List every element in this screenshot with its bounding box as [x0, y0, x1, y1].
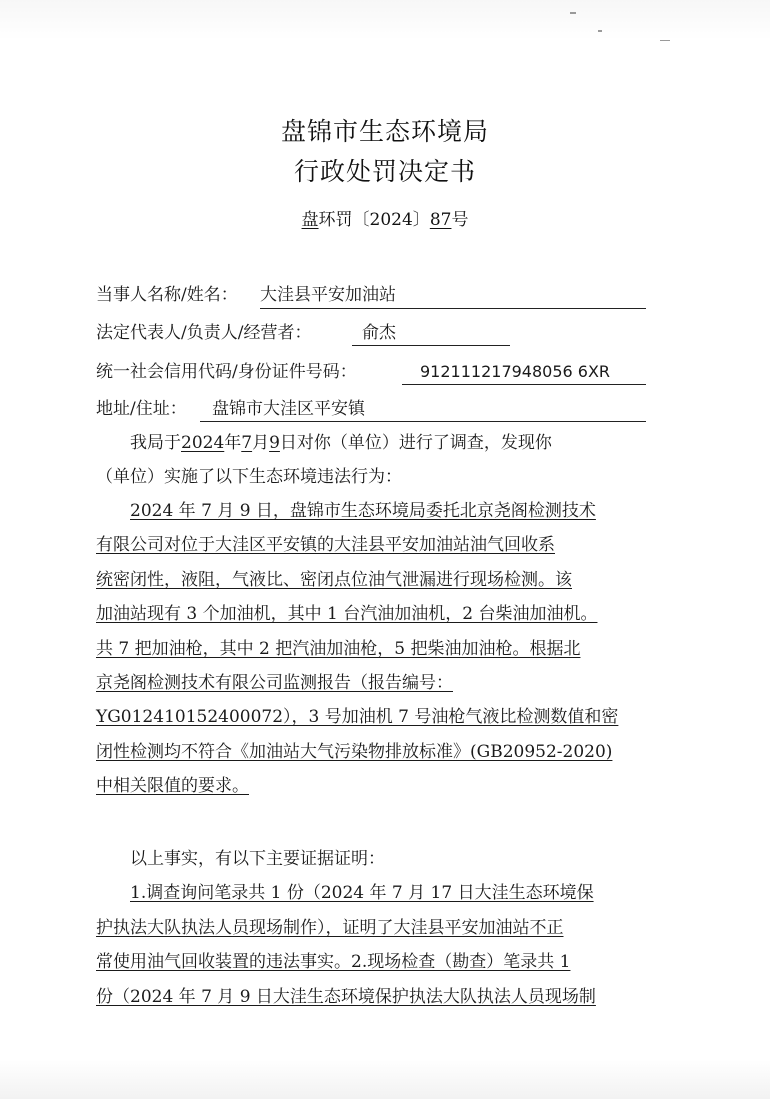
intro-text: 日对你（单位）进行了调查，发现你	[279, 433, 552, 453]
violation-line: 京尧阁检测技术有限公司监测报告（报告编号：	[96, 672, 453, 693]
violation-line: 2024 年 7 月 9 日，盘锦市生态环境局委托北京尧阁检测技术	[130, 501, 596, 521]
evidence-paragraph	[96, 842, 656, 1014]
document-number	[0, 205, 770, 230]
legal-rep-label: 法定代表人/负责人/经营者：	[96, 323, 312, 343]
violation-line: 闭性检测均不符合《加油站大气污染物排放标准》(GB20952-2020)	[96, 741, 613, 762]
violation-line: 加油站现有 3 个加油机，其中 1 台汽油加油机，2 台柴油加油机。	[96, 604, 598, 625]
violation-paragraph	[96, 494, 656, 804]
intro-text: 年	[224, 433, 242, 453]
document-type-title: 行政处罚决定书	[293, 157, 476, 186]
evidence-line: 护执法大队执法人员现场制作），证明了大洼县平安加油站不正	[96, 917, 564, 938]
credit-code-value: 912111217948056 6XR	[402, 359, 646, 385]
agency-title: 盘锦市生态环境局	[280, 117, 489, 146]
party-name-field	[96, 282, 396, 308]
intro-line: （单位）实施了以下生态环境违法行为：	[96, 467, 402, 488]
violation-line: 统密闭性，液阻，气液比、密闭点位油气泄漏进行现场检测。该	[96, 569, 572, 590]
doc-no-prefix: 盘	[301, 210, 319, 230]
intro-text: 月	[252, 433, 270, 453]
doc-no-mid: 环罚〔2024〕	[318, 210, 430, 230]
violation-line: 有限公司对位于大洼区平安镇的大洼县平安加油站油气回收系	[96, 535, 555, 556]
credit-code-label: 统一社会信用代码/身份证件号码：	[96, 362, 357, 382]
party-name-value: 大洼县平安加油站	[260, 282, 646, 309]
party-name-label: 当事人名称/姓名：	[96, 285, 238, 305]
evidence-line: 1.调查询问笔录共 1 份（2024 年 7 月 17 日大洼生态环境保	[130, 883, 594, 904]
credit-code-field	[96, 359, 611, 385]
legal-rep-value: 俞杰	[352, 320, 510, 346]
evidence-line: 份（2024 年 7 月 9 日大洼生态环境保护执法大队执法人员现场制	[96, 986, 596, 1007]
address-field	[96, 396, 365, 422]
intro-text: 我局于	[130, 433, 181, 453]
intro-month: 7	[241, 433, 253, 453]
evidence-line: 常使用油气回收装置的违法事实。2.现场检查（勘查）笔录共 1	[96, 952, 571, 973]
address-value: 盘锦市大洼区平安镇	[200, 396, 646, 422]
evidence-intro: 以上事实，有以下主要证据证明：	[130, 849, 385, 869]
violation-line: 中相关限值的要求。	[96, 776, 249, 797]
intro-year: 2024	[181, 433, 225, 453]
doc-no-num: 87	[429, 210, 452, 230]
violation-line: 共 7 把加油枪，其中 2 把汽油加油枪，5 把柴油加油枪。根据北	[96, 638, 581, 659]
intro-paragraph	[96, 426, 656, 495]
scan-mark	[660, 40, 670, 41]
address-label: 地址/住址：	[96, 399, 187, 419]
doc-no-suffix: 号	[451, 210, 469, 230]
intro-day: 9	[269, 433, 280, 453]
intro-line	[96, 426, 656, 460]
legal-rep-field	[96, 320, 396, 346]
scan-mark	[598, 30, 602, 32]
scan-mark	[570, 12, 576, 14]
violation-line: YG012410152400072），3 号加油机 7 号油枪气液比检测数值和密	[96, 707, 619, 728]
